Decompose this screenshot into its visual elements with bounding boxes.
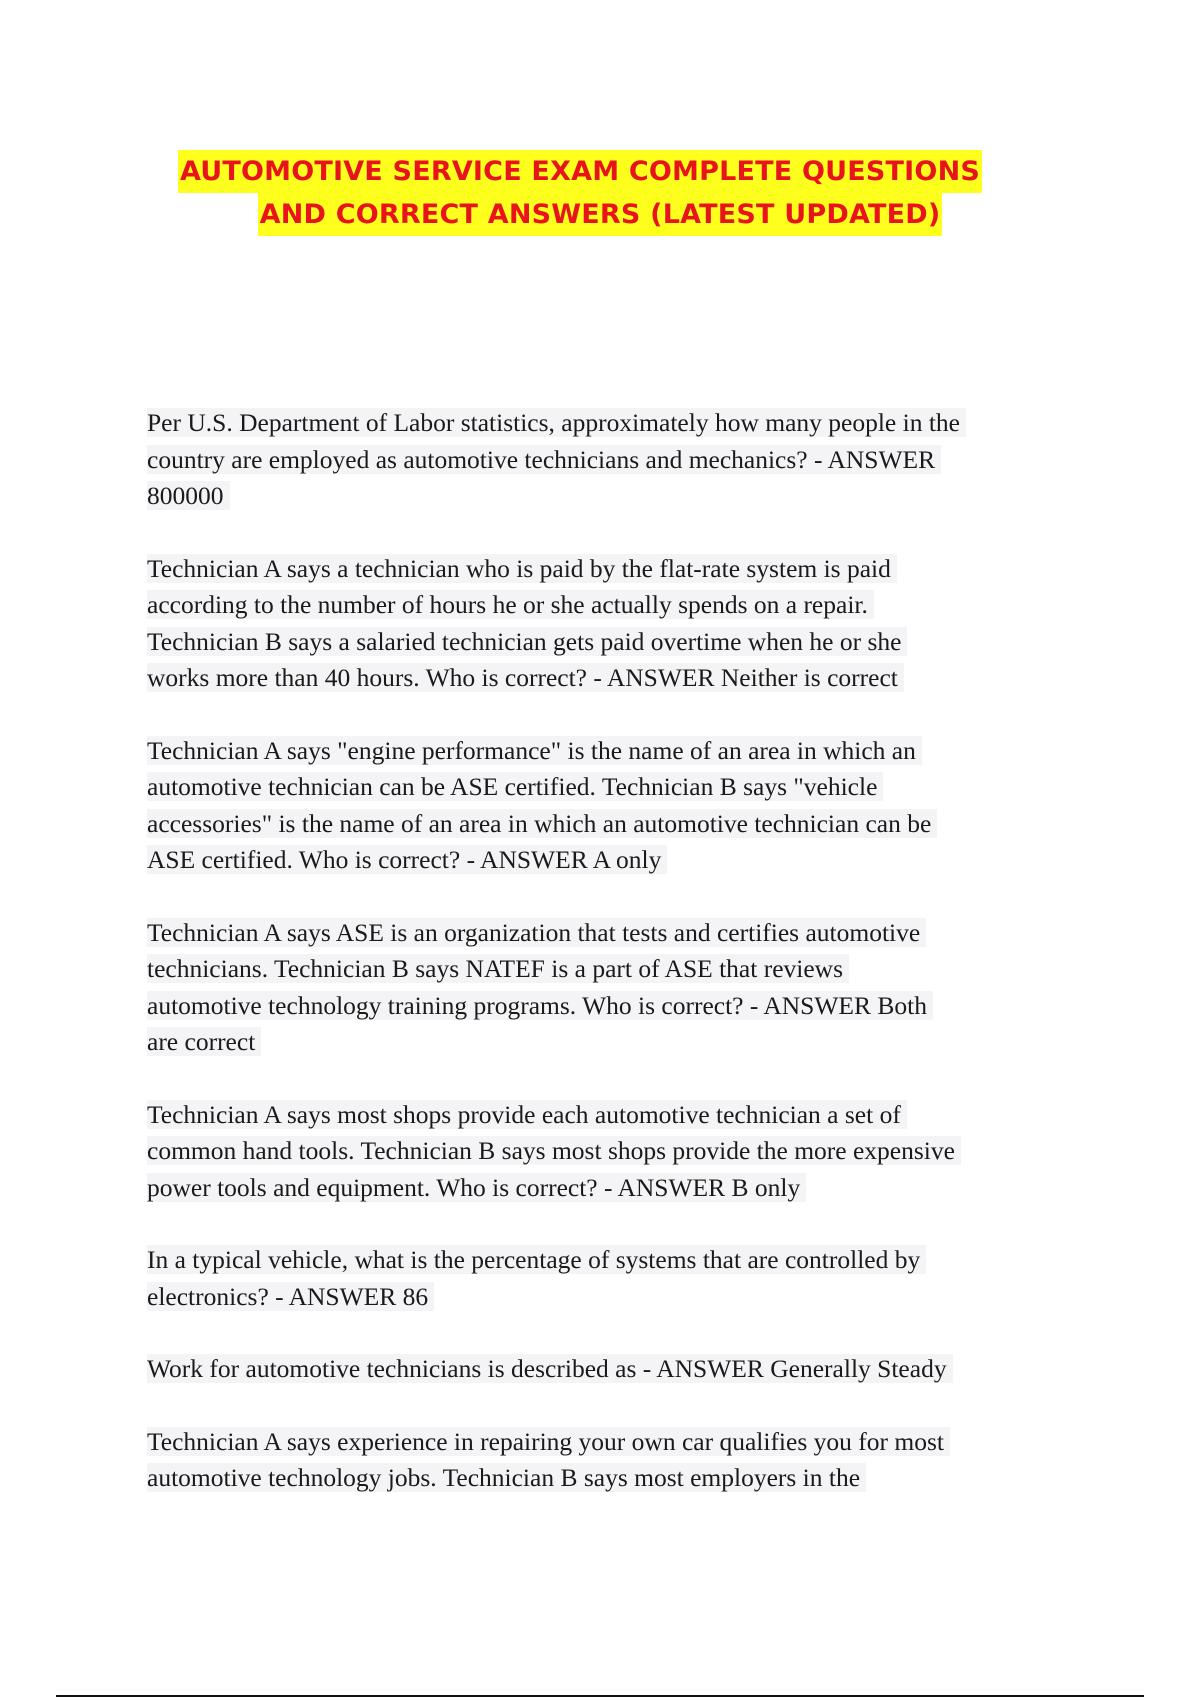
qa-line [147,806,1067,843]
qa-item [147,551,1067,697]
qa-line-text: 800000 [147,481,230,510]
qa-list [147,405,1067,1533]
qa-line [147,915,1067,952]
qa-line [147,1279,1067,1316]
qa-line-text: power tools and equipment. Who is correct? - ANSWER B only [147,1173,806,1202]
footer-rule [56,1695,1144,1697]
qa-item [147,1242,1067,1315]
qa-line [147,1097,1067,1134]
qa-line-text: automotive technology training programs. Who is correct? - ANSWER Both [147,991,933,1020]
qa-line-text: according to the number of hours he or she actually spends on a repair. [147,590,874,619]
title-line: AND CORRECT ANSWERS (LATEST UPDATED) [258,193,943,236]
qa-line [147,1351,1067,1388]
qa-item [147,1424,1067,1497]
qa-line-text: automotive technology jobs. Technician B says most employers in the [147,1463,866,1492]
qa-line [147,733,1067,770]
qa-line [147,624,1067,661]
qa-item [147,1351,1067,1388]
qa-item [147,405,1067,515]
qa-line-text: ASE certified. Who is correct? - ANSWER A only [147,845,667,874]
document-title [0,150,1200,236]
qa-line-text: Work for automotive technicians is described as - ANSWER Generally Steady [147,1354,953,1383]
qa-line [147,1024,1067,1061]
qa-line [147,660,1067,697]
qa-line-text: Per U.S. Department of Labor statistics, approximately how many people in the [147,408,966,437]
qa-line [147,1242,1067,1279]
qa-line [147,1170,1067,1207]
qa-line [147,988,1067,1025]
qa-line-text: automotive technician can be ASE certified. Technician B says "vehicle [147,772,883,801]
qa-line-text: technicians. Technician B says NATEF is a part of ASE that reviews [147,954,849,983]
qa-line-text: Technician A says "engine performance" is the name of an area in which an [147,736,922,765]
qa-line [147,842,1067,879]
qa-line-text: In a typical vehicle, what is the percentage of systems that are controlled by [147,1245,926,1274]
qa-line [147,442,1067,479]
qa-line [147,405,1067,442]
qa-line-text: works more than 40 hours. Who is correct? - ANSWER Neither is correct [147,663,904,692]
qa-line [147,587,1067,624]
title-line: AUTOMOTIVE SERVICE EXAM COMPLETE QUESTIONS [178,150,982,193]
qa-line [147,769,1067,806]
qa-line [147,1424,1067,1461]
qa-line [147,1133,1067,1170]
qa-line-text: are correct [147,1027,261,1056]
qa-line [147,551,1067,588]
qa-line-text: common hand tools. Technician B says most shops provide the more expensive [147,1136,961,1165]
qa-line [147,1460,1067,1497]
qa-line-text: Technician A says a technician who is paid by the flat-rate system is paid [147,554,897,583]
qa-line-text: Technician A says experience in repairing your own car qualifies you for most [147,1427,950,1456]
qa-line-text: Technician A says ASE is an organization that tests and certifies automotive [147,918,926,947]
qa-item [147,915,1067,1061]
qa-line-text: accessories" is the name of an area in which an automotive technician can be [147,809,937,838]
qa-line [147,951,1067,988]
qa-line-text: Technician A says most shops provide each automotive technician a set of [147,1100,907,1129]
qa-line-text: Technician B says a salaried technician gets paid overtime when he or she [147,627,907,656]
qa-line-text: country are employed as automotive technicians and mechanics? - ANSWER [147,445,941,474]
qa-line-text: electronics? - ANSWER 86 [147,1282,434,1311]
qa-item [147,733,1067,879]
qa-item [147,1097,1067,1207]
qa-line [147,478,1067,515]
